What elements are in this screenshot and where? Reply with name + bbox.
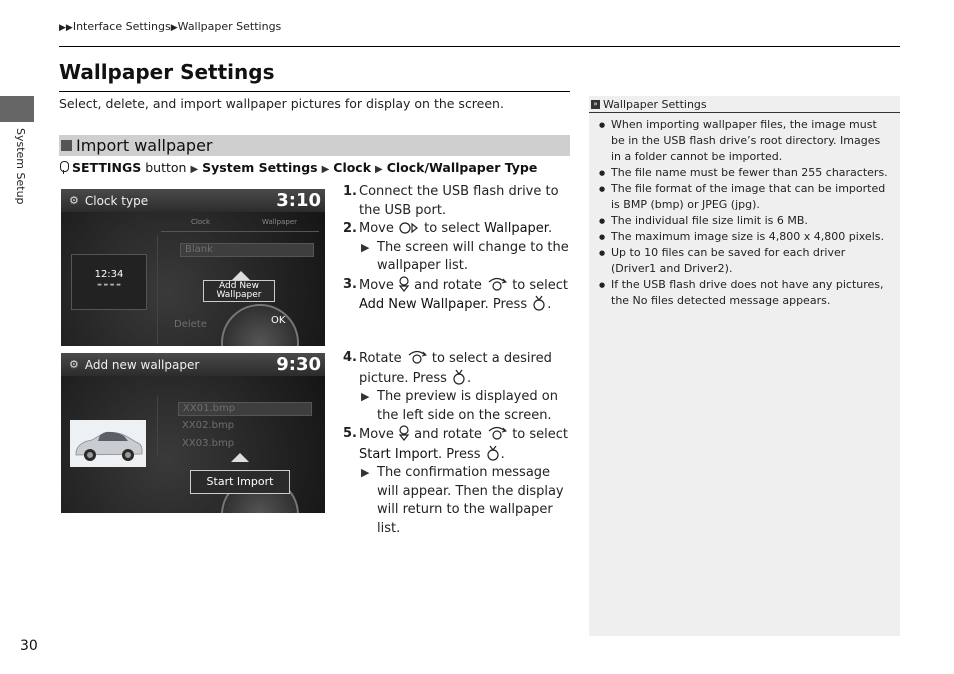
tab-wallpaper[interactable]: Wallpaper [240, 218, 319, 232]
step-5 [343, 425, 573, 538]
popup-arrow-icon [232, 271, 250, 280]
file-item[interactable]: XX02.bmp [182, 420, 235, 431]
step-result [359, 239, 573, 276]
step-text: . Press [484, 297, 528, 312]
list-item: ● The maximum image size is 4,800 x 4,800 pixels. [599, 229, 890, 245]
step-text: Move [359, 277, 394, 293]
list-item: ● When importing wallpaper files, the image must be in the USB flash drive’s root directory. Images in a folder cannot be imported. [599, 117, 890, 165]
step-number: 4. [343, 350, 357, 365]
press-dial-icon [485, 445, 501, 461]
step-text: . [547, 297, 552, 312]
ok-button[interactable]: OK [271, 315, 286, 326]
step-text: to select [512, 277, 569, 293]
step-text: Move [359, 427, 394, 442]
breadcrumb-item-interface-settings[interactable]: Interface Settings [72, 20, 171, 33]
rotate-dial-icon [486, 425, 508, 441]
step-text: . [467, 370, 472, 386]
path-arrow-icon: ▶ [190, 164, 199, 175]
step-text: . [500, 446, 505, 462]
side-note-title[interactable]: Wallpaper Settings [603, 97, 707, 111]
step-result [359, 464, 573, 538]
step-1 [343, 183, 573, 220]
list-item: ● Up to 10 files can be saved for each driver (Driver1 and Driver2). [599, 245, 890, 277]
clock-preview-time: 12:34 [94, 269, 124, 280]
menu-path [59, 160, 537, 175]
screen-header-title: Add new wallpaper [84, 357, 200, 372]
file-item[interactable]: XX01.bmp [178, 402, 312, 416]
move-down-icon [398, 276, 410, 292]
list-item-delete[interactable]: Delete [174, 319, 207, 330]
result-arrow-icon: ▶ [361, 390, 370, 403]
breadcrumb-arrows-icon: ▶▶ [59, 23, 73, 33]
result-arrow-icon: ▶ [361, 240, 370, 254]
side-note-header [589, 96, 900, 113]
ui-term-add-new-wallpaper: Add New Wallpaper [359, 297, 485, 312]
list-item-blank[interactable]: Blank [180, 243, 314, 257]
breadcrumb-item-wallpaper-settings[interactable]: Wallpaper Settings [177, 20, 282, 33]
breadcrumb-separator-icon: ▶ [170, 23, 178, 33]
file-item[interactable]: XX03.bmp [182, 438, 235, 449]
step-text: to select [512, 427, 569, 442]
step-number: 5. [343, 426, 357, 441]
step-text: to select a desired picture. Press [359, 351, 552, 386]
step-3 [343, 276, 573, 315]
press-dial-icon [531, 295, 547, 311]
result-arrow-icon: ▶ [361, 466, 370, 479]
section-heading [59, 135, 570, 156]
intro-text: Select, delete, and import wallpaper pictures for display on the screen. [59, 96, 504, 111]
menu-path-system-settings: System Settings [202, 160, 318, 175]
ui-term-wallpaper: Wallpaper [484, 221, 548, 236]
step-text: and rotate [414, 427, 482, 442]
screen-add-new-wallpaper [61, 353, 325, 513]
rotate-dial-icon [406, 349, 428, 365]
step-result-text: The preview is displayed on the left side on the screen. [377, 389, 558, 423]
menu-path-settings: SETTINGS [72, 160, 142, 175]
list-item: ● If the USB flash drive does not have any pictures, the No files detected message appears. [599, 277, 890, 309]
screen-body [61, 212, 325, 346]
step-number: 2. [343, 221, 357, 236]
chapter-label: System Setup [14, 128, 27, 205]
step-4 [343, 349, 573, 425]
path-arrow-icon: ▶ [375, 164, 383, 175]
ui-term-start-import: Start Import [359, 446, 439, 462]
section-title: Import wallpaper [76, 136, 213, 155]
steps-group-a [343, 183, 573, 315]
breadcrumb [59, 20, 281, 33]
step-result-text: The screen will change to the wallpaper list. [377, 239, 569, 273]
car-icon [70, 420, 146, 467]
step-text: . [547, 221, 553, 236]
clock-preview [71, 254, 147, 310]
menu-path-button-word: button [145, 160, 187, 175]
add-new-wallpaper-button[interactable]: Add New Wallpaper [203, 280, 275, 302]
screen-clock: 3:10 [276, 190, 321, 211]
side-note-list [589, 113, 900, 309]
list-item: ● The file format of the image that can be imported is BMP (bmp) or JPEG (jpg). [599, 181, 890, 213]
settings-gear-icon: ⚙ [69, 194, 79, 207]
wallpaper-preview-image [70, 420, 146, 467]
clock-preview-date: ▬ ▬ ▬ ▬ [97, 282, 121, 288]
move-down-icon [398, 425, 410, 441]
voice-command-icon [59, 161, 68, 174]
settings-gear-icon: ⚙ [69, 358, 79, 371]
title-divider [59, 91, 570, 92]
menu-path-clock: Clock [333, 160, 372, 175]
step-text: Rotate [359, 351, 402, 366]
step-text: Connect the USB flash drive to the USB port. [359, 184, 559, 218]
chapter-tab[interactable] [0, 96, 34, 122]
screen-header [61, 189, 325, 212]
move-right-icon [398, 221, 420, 235]
rotate-dial-icon [486, 276, 508, 292]
screen-header [61, 353, 325, 376]
step-number: 1. [343, 184, 357, 199]
step-text: and rotate [414, 277, 482, 293]
press-dial-icon [451, 369, 467, 385]
reference-arrow-icon: » [591, 100, 600, 109]
step-text: Move [359, 221, 394, 236]
list-item: ● The file name must be fewer than 255 characters. [599, 165, 890, 181]
steps-group-b [343, 349, 573, 538]
list-item: ● The individual file size limit is 6 MB. [599, 213, 890, 229]
side-note [589, 96, 900, 636]
tab-clock[interactable]: Clock [161, 218, 240, 232]
page-number: 30 [20, 638, 38, 654]
menu-path-clock-wallpaper-type: Clock/Wallpaper Type [386, 160, 538, 175]
file-list [157, 396, 321, 456]
step-result-text: The confirmation message will appear. Then the display will return to the wallpaper list. [377, 465, 564, 536]
screen-clock-type [61, 189, 325, 346]
screen-body [61, 376, 325, 513]
header-divider [59, 46, 900, 47]
screen-header-title: Clock type [84, 193, 149, 208]
step-result [359, 388, 573, 425]
section-square-icon [61, 140, 72, 151]
path-arrow-icon: ▶ [321, 164, 330, 175]
step-2 [343, 220, 573, 276]
popup-arrow-icon [231, 453, 249, 462]
step-text: to select [424, 221, 480, 236]
start-import-button[interactable]: Start Import [190, 470, 290, 494]
page-title: Wallpaper Settings [59, 60, 275, 84]
step-number: 3. [343, 276, 357, 292]
screen-clock: 9:30 [276, 354, 321, 375]
tab-bar [161, 218, 319, 232]
step-text: . Press [438, 446, 481, 462]
